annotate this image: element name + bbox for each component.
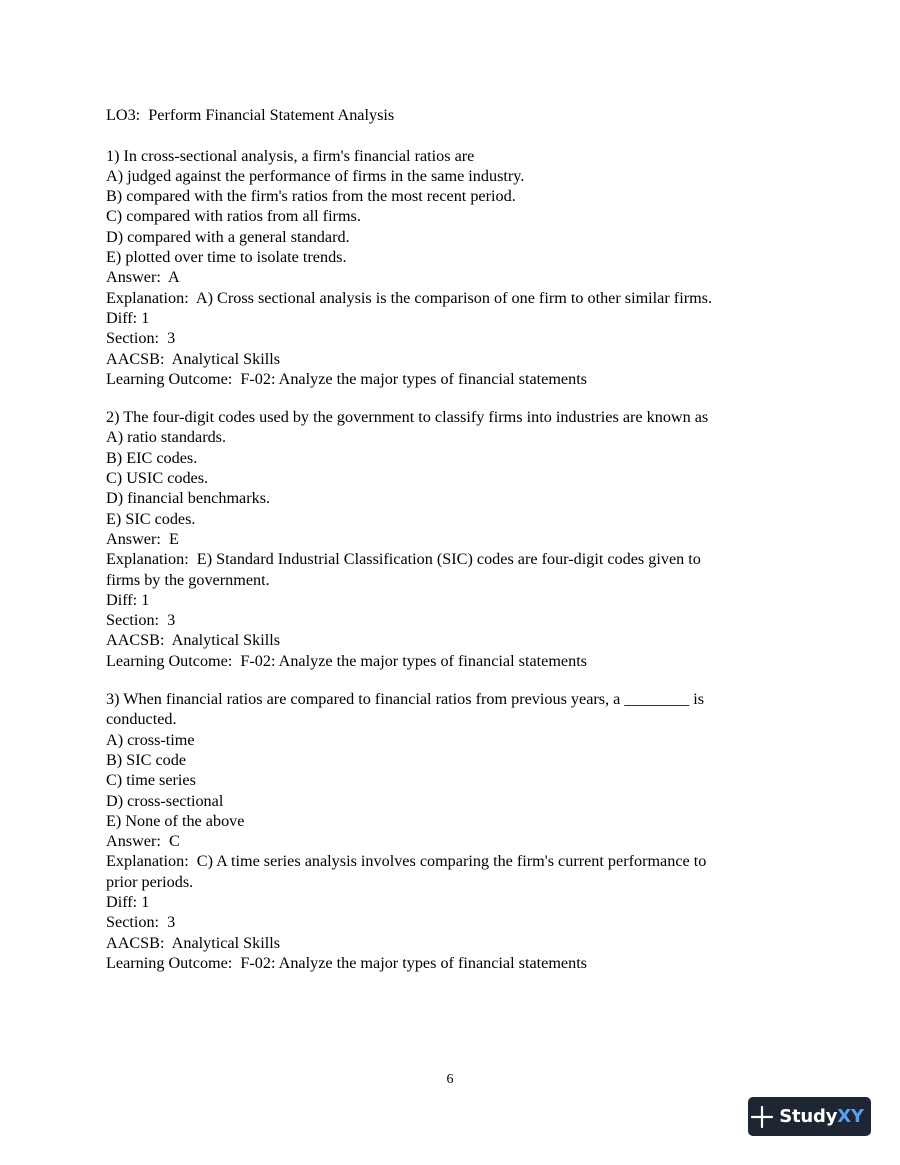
explanation: Explanation: A) Cross sectional analysis is the comparison of one firm to other similar firms. [106,288,713,307]
difficulty: Diff: 1 [106,892,150,911]
brand-name-study: Study [779,1105,838,1127]
page-content [106,105,786,973]
section-number: Section: 3 [106,913,176,932]
option-c: C) USIC codes. [106,469,209,488]
question-block-1 [106,146,786,390]
option-e: E) None of the above [106,811,245,830]
plus-icon [751,1106,773,1128]
aacsb-tag: AACSB: Analytical Skills [106,933,281,952]
answer-options [106,166,786,267]
option-b: B) EIC codes. [106,448,198,467]
option-d: D) compared with a general standard. [106,227,350,246]
answer-key: Answer: A [106,268,180,287]
question-stem-continued: conducted. [106,710,177,729]
aacsb-tag: AACSB: Analytical Skills [106,349,281,368]
explanation-continued: prior periods. [106,872,194,891]
option-b: B) compared with the firm's ratios from the most recent period. [106,187,516,206]
option-e: E) plotted over time to isolate trends. [106,248,347,267]
section-number: Section: 3 [106,611,176,630]
question-stem: 1) In cross-sectional analysis, a firm's financial ratios are [106,146,475,165]
explanation: Explanation: E) Standard Industrial Classification (SIC) codes are four-digit codes given to [106,550,701,569]
answer-key: Answer: E [106,529,179,548]
option-a: A) judged against the performance of firms in the same industry. [106,166,525,185]
question-block-3 [106,689,786,973]
difficulty: Diff: 1 [106,590,150,609]
learning-outcome: Learning Outcome: F-02: Analyze the major types of financial statements [106,953,587,972]
option-a: A) ratio standards. [106,428,227,447]
question-block-2 [106,407,786,671]
option-d: D) financial benchmarks. [106,489,271,508]
brand-name [779,1105,864,1127]
option-d: D) cross-sectional [106,791,224,810]
answer-options [106,427,786,528]
explanation: Explanation: C) A time series analysis involves comparing the firm's current performance to [106,852,707,871]
section-heading: LO3: Perform Financial Statement Analysis [106,106,395,124]
aacsb-tag: AACSB: Analytical Skills [106,631,281,650]
question-stem: 2) The four-digit codes used by the government to classify firms into industries are known as [106,408,709,427]
brand-name-xy: XY [837,1105,864,1127]
option-e: E) SIC codes. [106,509,196,528]
section-number: Section: 3 [106,329,176,348]
question-stem: 3) When financial ratios are compared to financial ratios from previous years, a ________ is [106,690,704,709]
learning-outcome: Learning Outcome: F-02: Analyze the major types of financial statements [106,651,587,670]
difficulty: Diff: 1 [106,308,150,327]
option-c: C) time series [106,771,196,790]
studyxy-brand-badge[interactable] [748,1097,871,1136]
page-number: 6 [446,1072,454,1087]
answer-key: Answer: C [106,832,180,851]
option-b: B) SIC code [106,750,187,769]
option-a: A) cross-time [106,730,195,749]
explanation-continued: firms by the government. [106,570,270,589]
learning-outcome: Learning Outcome: F-02: Analyze the major types of financial statements [106,369,587,388]
option-c: C) compared with ratios from all firms. [106,207,361,226]
answer-options [106,730,786,831]
